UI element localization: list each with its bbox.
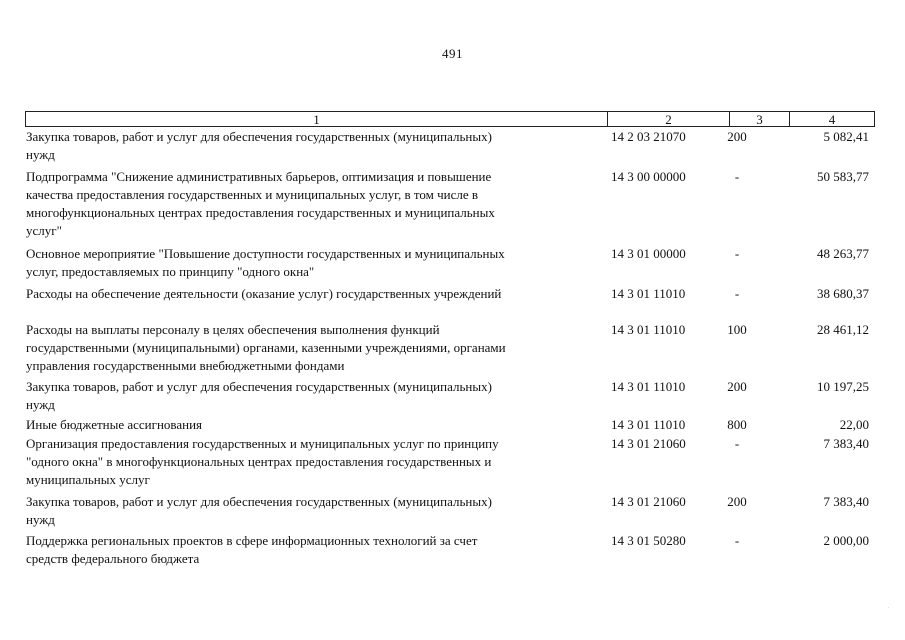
row-description [26,245,598,281]
row-amount: 10 197,25 [817,379,869,394]
row-description [26,378,598,414]
row-amount: 7 383,40 [823,494,869,509]
column-header-2: 2 [608,112,730,126]
row-amount: 22,00 [839,417,869,432]
page-number: 491 [442,46,463,61]
row-description [26,435,598,489]
description-line: нужд [26,147,55,162]
row-expense-type: - [734,169,740,184]
description-line: Расходы на выплаты персоналу в целях обеспечения выполнения функций [26,322,440,337]
row-amount: 48 263,77 [817,246,869,261]
column-header-3: 3 [730,112,790,126]
row-expense-type: - [734,246,740,261]
row-expense-type: 200 [727,494,747,509]
row-description [26,416,598,434]
row-code: 14 2 03 21070 [611,129,686,144]
description-line: Закупка товаров, работ и услуг для обеспечения государственных (муниципальных) [26,494,492,509]
description-line: Подпрограмма "Снижение административных барьеров, оптимизация и повышение [26,169,492,184]
description-line: Закупка товаров, работ и услуг для обеспечения государственных (муниципальных) [26,379,492,394]
row-description [26,128,598,164]
row-expense-type: 800 [727,417,747,432]
row-amount: 28 461,12 [817,322,869,337]
description-line: Организация предоставления государственных и муниципальных услуг по принципу [26,436,499,451]
budget-table [25,111,875,566]
row-expense-type: - [734,533,740,548]
table-header-row [25,111,875,127]
description-line: услуг" [26,223,62,238]
scan-speck: . [887,604,889,610]
row-expense-type: - [734,436,740,451]
row-amount: 38 680,37 [817,286,869,301]
row-amount: 2 000,00 [823,533,869,548]
description-line: Расходы на обеспечение деятельности (оказание услуг) государственных учреждений [26,286,502,301]
row-code: 14 3 01 21060 [611,494,686,509]
row-expense-type: - [734,286,740,301]
description-line: нужд [26,397,55,412]
description-line: многофункциональных центрах предоставления государственных и муниципальных [26,205,495,220]
description-line: средств федерального бюджета [26,551,200,566]
description-line: муниципальных услуг [26,472,150,487]
row-code: 14 3 00 00000 [611,169,686,184]
column-header-1: 1 [26,112,608,126]
description-line: качества предоставления государственных и муниципальных услуг, в том числе в [26,187,478,202]
description-line: "одного окна" в многофункциональных центрах предоставления государственных и [26,454,492,469]
row-expense-type: 100 [727,322,747,337]
description-line: услуг, предоставляемых по принципу "одного окна" [26,264,315,279]
row-code: 14 3 01 00000 [611,246,686,261]
row-code: 14 3 01 11010 [611,286,686,301]
row-expense-type: 200 [727,129,747,144]
description-line: управления государственными внебюджетными фондами [26,358,345,373]
description-line: государственными (муниципальными) органами, казенными учреждениями, органами [26,340,506,355]
column-header-4: 4 [828,112,836,127]
row-description [26,532,598,568]
row-code: 14 3 01 11010 [611,379,686,394]
description-line: нужд [26,512,55,527]
row-code: 14 3 01 11010 [611,417,686,432]
row-amount: 7 383,40 [823,436,869,451]
row-description [26,321,598,375]
row-code: 14 3 01 11010 [611,322,686,337]
row-code: 14 3 01 21060 [611,436,686,451]
description-line: Основное мероприятие "Повышение доступности государственных и муниципальных [26,246,505,261]
row-amount: 5 082,41 [823,129,869,144]
description-line: Закупка товаров, работ и услуг для обеспечения государственных (муниципальных) [26,129,492,144]
row-expense-type: 200 [727,379,747,394]
description-line: Поддержка региональных проектов в сфере информационных технологий за счет [26,533,478,548]
row-description [26,285,598,303]
row-description [26,168,598,240]
description-line: Иные бюджетные ассигнования [26,417,203,432]
row-description [26,493,598,529]
row-code: 14 3 01 50280 [611,533,686,548]
row-amount: 50 583,77 [817,169,869,184]
